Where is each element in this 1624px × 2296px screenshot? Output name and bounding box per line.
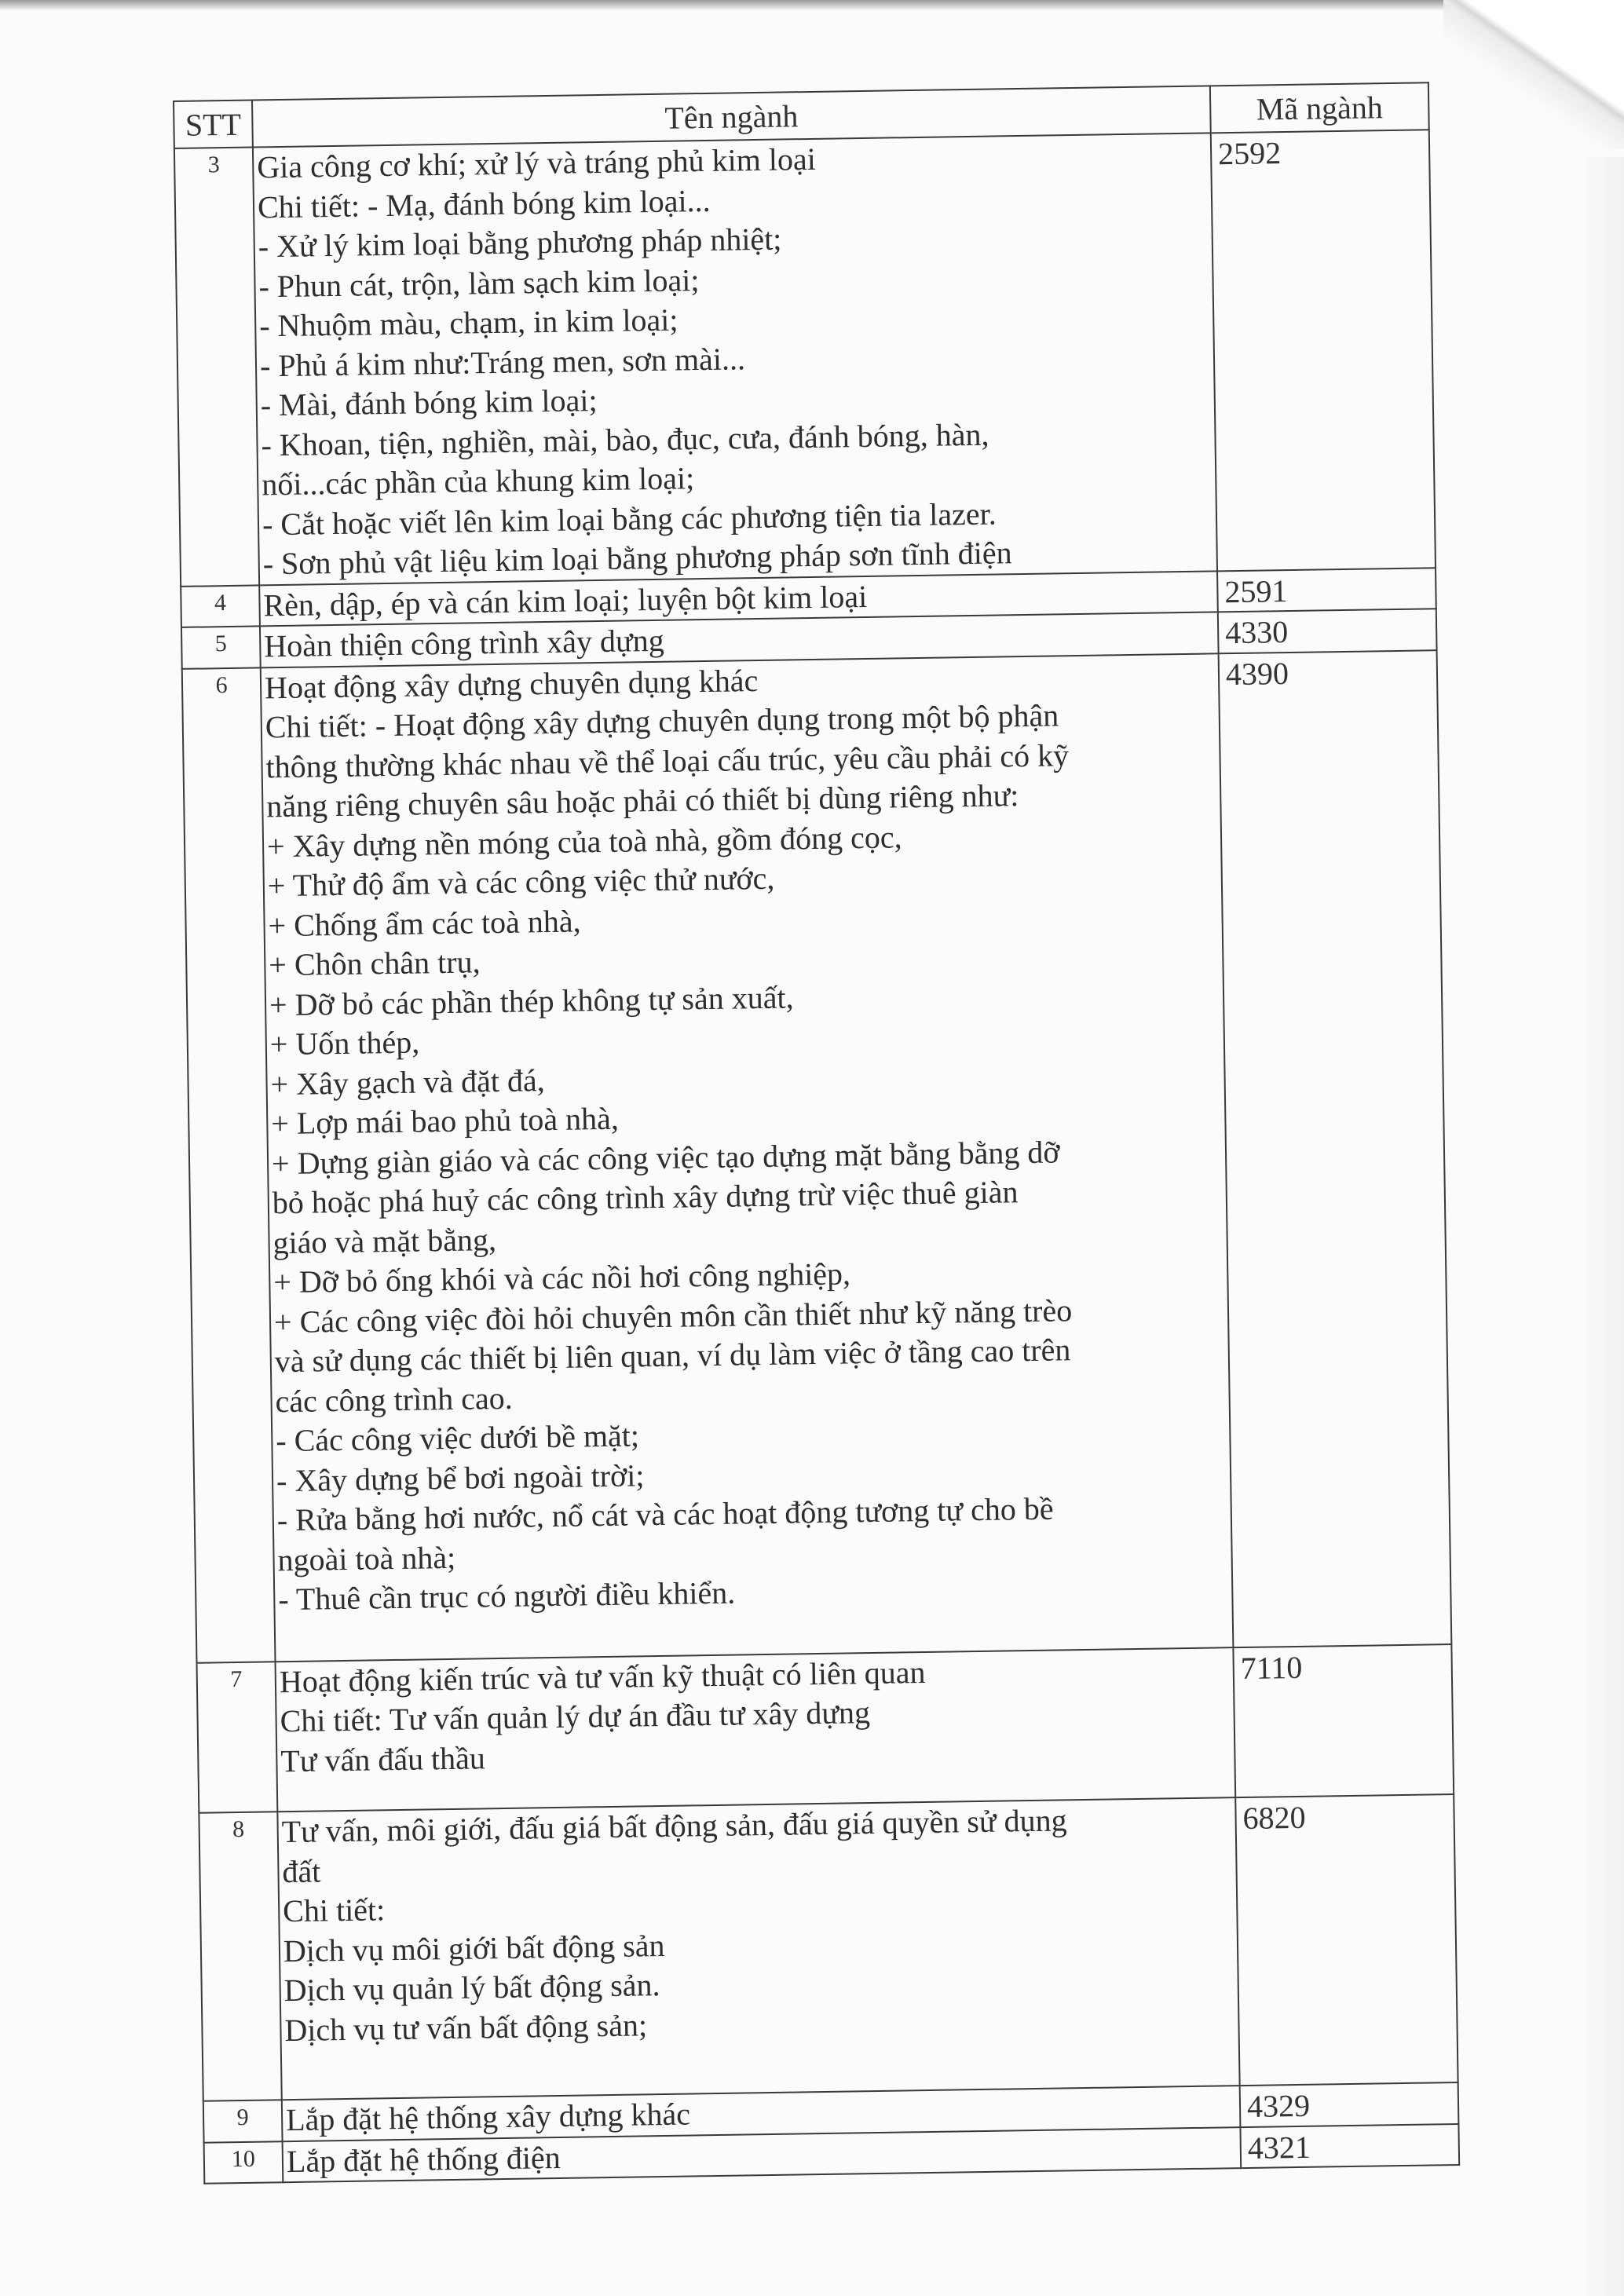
- industry-text-line: + Chống ẩm các toà nhà,: [268, 902, 581, 943]
- row-industry-code: 4330: [1218, 609, 1437, 653]
- industry-text-line: Hoạt động xây dựng chuyên dụng khác: [264, 662, 759, 705]
- industry-text-line: Hoàn thiện công trình xây dựng: [263, 622, 664, 664]
- industry-text-line: Lắp đặt hệ thống xây dựng khác: [285, 2096, 691, 2138]
- industry-text-line: và sử dụng các thiết bị liên quan, ví dụ làm việc ở tầng cao trên: [274, 1332, 1071, 1380]
- industry-text-line: - Xây dựng bể bơi ngoài trời;: [276, 1457, 645, 1498]
- row-industry-name: [277, 1797, 1239, 2100]
- industry-text-line: Dịch vụ quản lý bất động sản.: [283, 1967, 660, 2009]
- industry-text-line: Hoạt động kiến trúc và tư vấn kỹ thuật có liên quan: [279, 1654, 926, 1699]
- table-row: [199, 1794, 1458, 2101]
- industry-text-line: - Mài, đánh bóng kim loại;: [260, 382, 598, 423]
- row-industry-name: [276, 1647, 1236, 1812]
- row-industry-name: [253, 133, 1217, 585]
- industry-text-line: - Các công việc dưới bề mặt;: [275, 1417, 640, 1459]
- industry-table: [173, 82, 1460, 2184]
- industry-text-line: Chi tiết: - Hoạt động xây dựng chuyên dụng trong một bộ phận: [265, 697, 1059, 745]
- industry-text-line: - Rửa bằng hơi nước, nổ cát và các hoạt động tương tự cho bề: [276, 1490, 1054, 1538]
- industry-text-line: + Các công việc đòi hỏi chuyên môn cần thiết như kỹ năng trèo: [273, 1292, 1073, 1340]
- industry-text-line: - Phun cát, trộn, làm sạch kim loại;: [258, 261, 700, 304]
- header-code: Mã ngành: [1210, 82, 1429, 133]
- industry-text-line: năng riêng chuyên sâu hoặc phải có thiết bị dùng riêng như:: [266, 777, 1019, 824]
- table-row: [174, 130, 1436, 586]
- industry-text-line: Dịch vụ môi giới bất động sản: [283, 1927, 665, 1969]
- row-stt: 8: [199, 1812, 281, 2100]
- row-industry-name: [261, 653, 1234, 1662]
- document-page: [173, 82, 1460, 2184]
- industry-text-line: + Chôn chân trụ,: [269, 944, 481, 983]
- industry-text-line: + Dỡ bỏ ống khói và các nồi hơi công nghiệp,: [273, 1256, 851, 1300]
- industry-text-line: Gia công cơ khí; xử lý và tráng phủ kim loại: [256, 141, 817, 185]
- industry-text-line: + Xây gạch và đặt đá,: [270, 1062, 545, 1102]
- industry-text-line: - Khoan, tiện, nghiền, mài, bào, đục, cưa, đánh bóng, hàn,: [261, 416, 989, 462]
- industry-text-line: Rèn, dập, ép và cán kim loại; luyện bột kim loại: [263, 578, 868, 623]
- industry-text-line: - Sơn phủ vật liệu kim loại bằng phương pháp sơn tĩnh điện: [262, 535, 1012, 582]
- header-name: Tên ngành: [252, 86, 1211, 147]
- industry-text-line: Dịch vụ tư vấn bất động sản;: [284, 2006, 648, 2048]
- scan-top-shadow: [0, 0, 1624, 11]
- row-stt: 10: [204, 2141, 283, 2184]
- header-stt: STT: [174, 101, 253, 148]
- industry-text-line: thông thường khác nhau về thể loại cấu trúc, yêu cầu phải có kỹ: [265, 737, 1070, 784]
- industry-text-line: + Uốn thép,: [269, 1024, 420, 1062]
- row-stt: 4: [181, 585, 260, 627]
- row-industry-code: 2591: [1217, 568, 1436, 612]
- industry-text-line: Tư vấn đấu thầu: [280, 1739, 486, 1779]
- row-stt: 6: [182, 667, 276, 1662]
- industry-text-line: + Dựng giàn giáo và các công việc tạo dựng mặt bằng bằng dỡ: [271, 1133, 1060, 1181]
- industry-text-line: bỏ hoặc phá huỷ các công trình xây dựng trừ việc thuê giàn: [272, 1174, 1019, 1221]
- row-industry-code: 4390: [1219, 650, 1452, 1647]
- industry-text-line: - Cắt hoặc viết lên kim loại bằng các phương tiện tia lazer.: [262, 495, 997, 542]
- scan-right-shadow: [1577, 157, 1624, 2296]
- row-stt: 3: [174, 147, 259, 586]
- industry-text-line: nối...các phần của khung kim loại;: [261, 460, 695, 503]
- row-industry-code: 4321: [1240, 2123, 1459, 2168]
- industry-text-line: Chi tiết:: [282, 1892, 386, 1929]
- industry-text-line: - Xử lý kim loại bằng phương pháp nhiệt;: [258, 221, 782, 265]
- industry-text-line: Chi tiết: Tư vấn quản lý dự án đầu tư xây dựng: [280, 1695, 871, 1739]
- table-row: [197, 1644, 1454, 1813]
- industry-text-line: + Lợp mái bao phủ toà nhà,: [271, 1100, 620, 1142]
- industry-text-line: + Xây dựng nền móng của toà nhà, gồm đóng cọc,: [266, 818, 902, 864]
- folded-corner: [1443, 0, 1624, 149]
- industry-text-line: Chi tiết: - Mạ, đánh bóng kim loại...: [257, 182, 711, 225]
- industry-text-line: ngoài toà nhà;: [277, 1539, 456, 1578]
- row-industry-code: 4329: [1240, 2082, 1459, 2127]
- row-industry-code: 2592: [1211, 130, 1436, 571]
- industry-text-line: - Phủ á kim như:Tráng men, sơn mài...: [259, 340, 746, 383]
- row-stt: 9: [203, 2100, 283, 2142]
- row-industry-code: 7110: [1233, 1644, 1454, 1798]
- industry-text-line: Tư vấn, môi giới, đấu giá bất động sản, đấu giá quyền sử dụng: [281, 1802, 1067, 1850]
- industry-text-line: Lắp đặt hệ thống điện: [286, 2139, 561, 2179]
- industry-text-line: - Thuê cần trục có người điều khiển.: [277, 1574, 736, 1618]
- industry-text-line: đất: [282, 1852, 321, 1889]
- industry-text-line: + Dỡ bỏ các phần thép không tự sản xuất,: [269, 978, 794, 1022]
- industry-text-line: giáo và mặt bằng,: [272, 1221, 497, 1260]
- industry-text-line: + Thử độ ẩm và các công việc thử nước,: [267, 860, 775, 904]
- table-row: [182, 650, 1452, 1663]
- row-stt: 5: [181, 626, 261, 668]
- industry-text-line: - Nhuộm màu, chạm, in kim loại;: [258, 302, 678, 344]
- row-industry-code: 6820: [1235, 1794, 1458, 2086]
- industry-text-line: các công trình cao.: [275, 1380, 513, 1419]
- row-stt: 7: [197, 1662, 278, 1813]
